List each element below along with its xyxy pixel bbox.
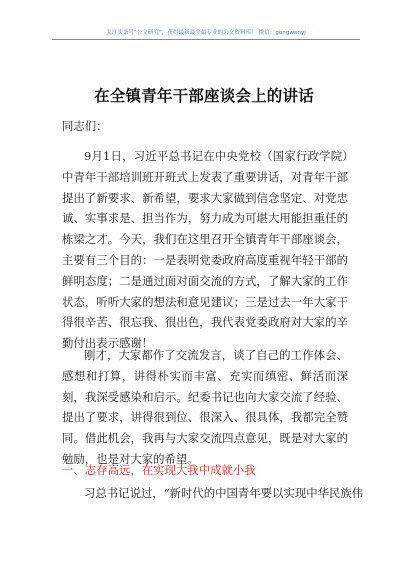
header-banner[interactable]: 关注头条号"公文研究"，获得最新最全最专业的公文资料库！ 微信：gongwenyj (106, 30, 306, 36)
paragraph-2: 刚才，大家都作了交流发言，谈了自己的工作体会、感想和打算，讲得朴实而丰富、充实而缜密、鲜活而深刻，我深受感染和启示。纪委书记也向大家交流了经验、提出了要求，讲得很到位、很深入、很具体，我都完全赞同。借此机会，我再与大家交流四点意见，既是对大家的勉励，也是对大家的希望。 (62, 348, 348, 466)
document-title: 在全镇青年干部座谈会上的讲话 (94, 87, 314, 105)
greeting: 同志们： (62, 119, 108, 133)
section-heading: 一、志存高远，在实现大我中成就小我 (62, 463, 256, 477)
header-divider (52, 39, 360, 40)
section-paragraph: 习总书记说过，“新时代的中国青年要以实现中华民族伟 (84, 486, 364, 500)
paragraph-1: 9月1日，习近平总书记在中央党校（国家行政学院）中青年干部培训班开班式上发表了重要讲话，对青年干部提出了新要求、新希望，要求大家做到信念坚定、对党忠诚、实事求是、担当作为，努力成为可堪大用能担重任的栋梁之才。今天，我们在这里召开全镇青年干部座谈会，主要有三个目的：一是表明党委政府高度重视年轻干部的鲜明态度；二是通过面对面交流的方式，了解大家的工作状态，听听大家的想法和意见建议；三是过去一年大家干得很辛苦、很忘我、很出色，我代表党委政府对大家的辛勤付出表示感谢！ (62, 149, 348, 351)
